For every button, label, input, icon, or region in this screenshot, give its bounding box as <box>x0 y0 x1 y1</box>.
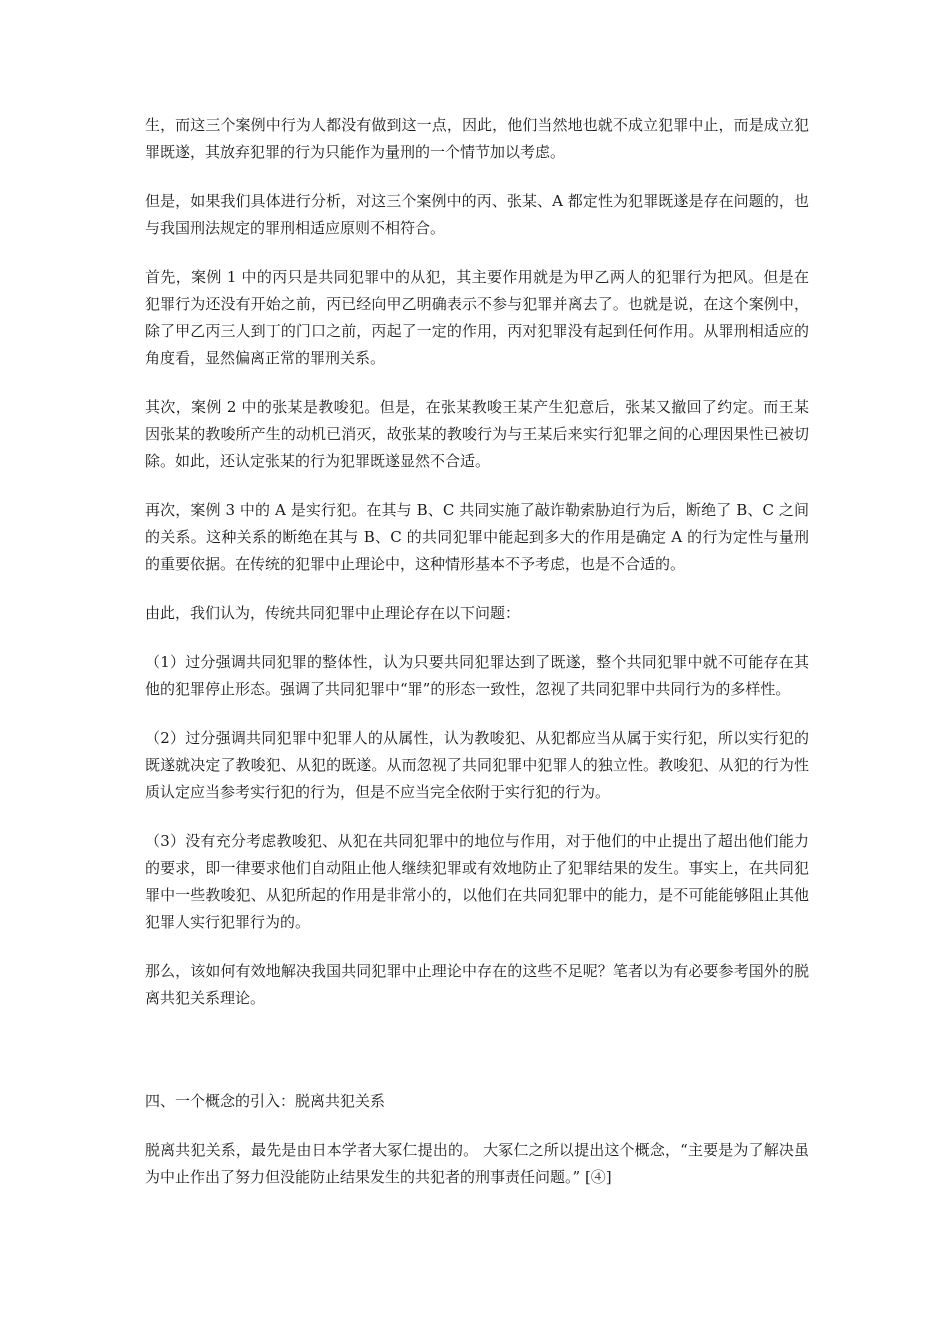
list-item-problem-2: （2）过分强调共同犯罪中犯罪人的从属性，认为教唆犯、从犯都应当从属于实行犯，所以实行犯的既遂就决定了教唆犯、从犯的既遂。从而忽视了共同犯罪中犯罪人的独立性。教唆犯、从犯的行为性质认定应当参考实行犯的行为，但是不应当完全依附于实行犯的行为。 <box>145 729 809 801</box>
document-body <box>145 112 809 1213</box>
paragraph-problems-intro: 由此，我们认为，传统共同犯罪中止理论存在以下问题： <box>145 604 521 622</box>
section-spacer <box>145 1034 809 1088</box>
paragraph-case-3: 再次，案例 3 中的 A 是实行犯。在其与 B、C 共同实施了敲诈勒索胁迫行为后，断绝了 B、C 之间的关系。这种关系的断绝在其与 B、C 的共同犯罪中能起到多大的作用是确定 A 的行为定性与量刑的重要依据。在传统的犯罪中止理论中，这种情形基本不予考虑，也是不合适的。 <box>145 501 809 573</box>
list-item-problem-3: （3）没有充分考虑教唆犯、从犯在共同犯罪中的地位与作用，对于他们的中止提出了超出他们能力的要求，即一律要求他们自动阻止他人继续犯罪或有效地防止了犯罪结果的发生。事实上，在共同犯罪中一些教唆犯、从犯所起的作用是非常小的，以他们在共同犯罪中的能力，是不可能能够阻止其他犯罪人实行犯罪行为的。 <box>145 832 809 931</box>
paragraph-section-intro: 脱离共犯关系，最先是由日本学者大冢仁提出的。 大冢仁之所以提出这个概念，“主要是为了解决虽为中止作出了努力但没能防止结果发生的共犯者的刑事责任问题。” [④] <box>145 1141 809 1186</box>
paragraph-case-1: 首先，案例 1 中的丙只是共同犯罪中的从犯，其主要作用就是为甲乙两人的犯罪行为把风。但是在犯罪行为还没有开始之前，丙已经向甲乙明确表示不参与犯罪并离去了。也就是说，在这个案例中，除了甲乙丙三人到丁的门口之前，丙起了一定的作用，丙对犯罪没有起到任何作用。从罪刑相适应的角度看，显然偏离正常的罪刑关系。 <box>145 268 809 367</box>
paragraph-closing: 那么，该如何有效地解决我国共同犯罪中止理论中存在的这些不足呢？笔者以为有必要参考国外的脱离共犯关系理论。 <box>145 962 809 1007</box>
paragraph-continuation: 生，而这三个案例中行为人都没有做到这一点，因此，他们当然地也就不成立犯罪中止，而是成立犯罪既遂，其放弃犯罪的行为只能作为量刑的一个情节加以考虑。 <box>145 116 809 161</box>
paragraph-analysis: 但是，如果我们具体进行分析，对这三个案例中的丙、张某、A 都定性为犯罪既遂是存在问题的，也与我国刑法规定的罪刑相适应原则不相符合。 <box>145 192 809 237</box>
paragraph-case-2: 其次，案例 2 中的张某是教唆犯。但是，在张某教唆王某产生犯意后，张某又撤回了约定。而王某因张某的教唆所产生的动机已消灭，故张某的教唆行为与王某后来实行犯罪之间的心理因果性已被切除。如此，还认定张某的行为犯罪既遂显然不合适。 <box>145 398 809 470</box>
section-heading: 四、一个概念的引入：脱离共犯关系 <box>145 1092 386 1110</box>
list-item-problem-1: （1）过分强调共同犯罪的整体性，认为只要共同犯罪达到了既遂，整个共同犯罪中就不可能存在其他的犯罪停止形态。强调了共同犯罪中“罪”的形态一致性，忽视了共同犯罪中共同行为的多样性。 <box>145 653 809 698</box>
